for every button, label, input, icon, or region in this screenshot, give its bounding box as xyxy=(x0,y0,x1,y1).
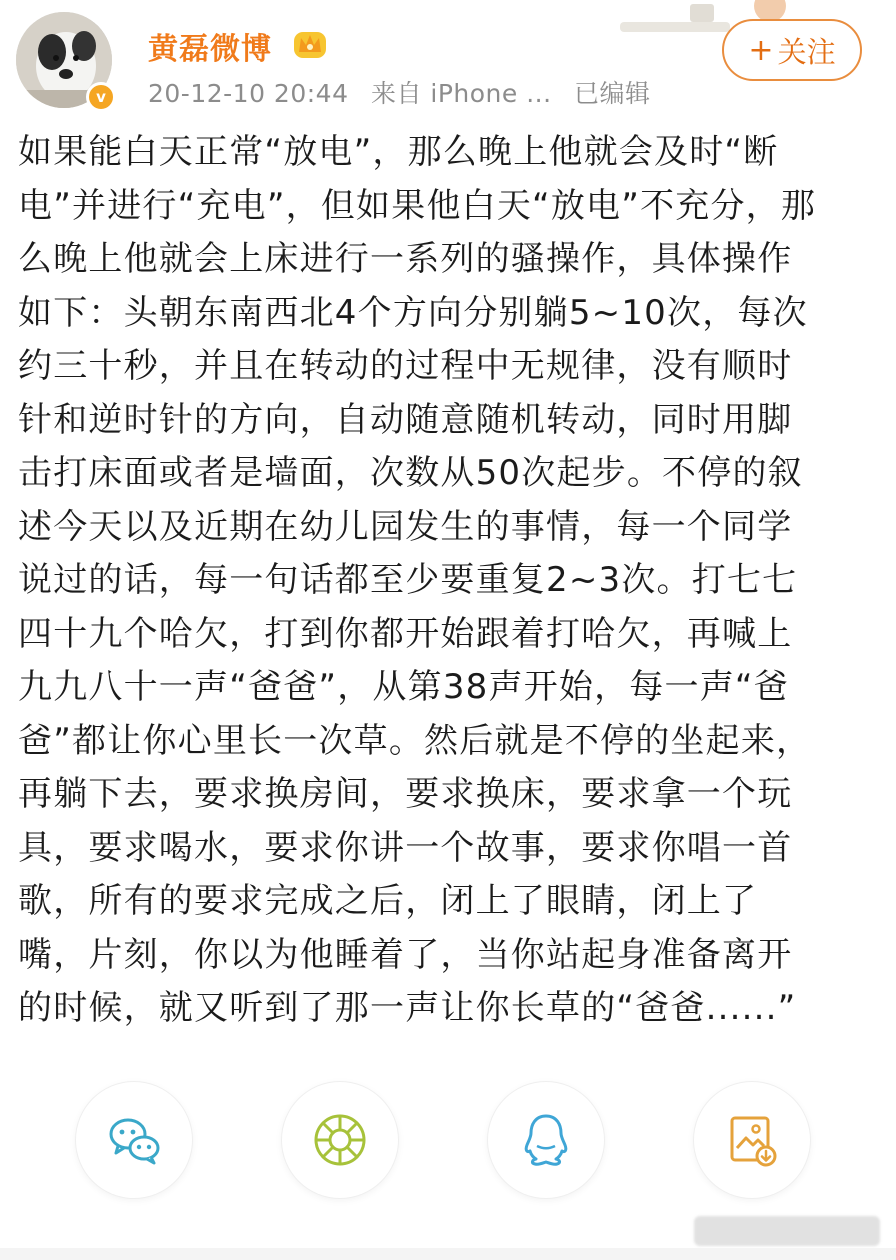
moments-icon xyxy=(310,1110,370,1170)
timestamp: 20-12-10 20:44 xyxy=(148,79,349,108)
save-image-button[interactable] xyxy=(694,1082,810,1198)
post-text-line: 针和逆时针的方向，自动随意随机转动，同时用脚 xyxy=(18,399,793,440)
post-text-line: 再躺下去，要求换房间，要求换床，要求拿一个玩 xyxy=(18,774,793,814)
qq-icon xyxy=(516,1110,576,1170)
share-qq-button[interactable] xyxy=(488,1082,604,1198)
follow-button[interactable] xyxy=(722,19,862,81)
post-text-line: 的时候，就又听到了那一声让你长草的“爸爸......” xyxy=(18,988,797,1028)
crown-icon xyxy=(292,26,328,60)
post-text-line: 电”并进行“充电”，但如果他白天“放电”不充分，那 xyxy=(18,185,817,226)
share-wechat-button[interactable] xyxy=(76,1082,192,1198)
post-meta xyxy=(148,74,665,110)
post-text-line: 歌，所有的要求完成之后，闭上了眼睛，闭上了 xyxy=(18,881,758,921)
post-text-line: 嘴，片刻，你以为他睡着了，当你站起身准备离开 xyxy=(18,934,793,975)
user-name[interactable]: 黄磊微博 xyxy=(148,32,272,67)
post-text-line: 爸”都让你心里长一次草。然后就是不停的坐起来， xyxy=(18,720,812,761)
watermark xyxy=(694,1216,880,1246)
post-header xyxy=(0,0,896,120)
share-bar xyxy=(0,1082,896,1202)
bottom-edge xyxy=(0,1248,896,1260)
post-source[interactable]: 来自 iPhone ... xyxy=(370,79,552,108)
post-text-line: 如果能白天正常“放电”，那么晚上他就会及时“断 xyxy=(18,132,779,172)
wechat-icon xyxy=(104,1110,164,1170)
post-text-line: 述今天以及近期在幼儿园发生的事情，每一个同学 xyxy=(18,506,793,547)
follow-label: 关注 xyxy=(777,34,836,69)
plus-icon: + xyxy=(748,32,774,68)
post-text-line: 说过的话，每一句话都至少要重复2~3次。打七七 xyxy=(18,560,798,600)
save-image-icon xyxy=(722,1110,782,1170)
verified-badge-icon: v xyxy=(86,82,116,112)
post-text-line: 四十九个哈欠，打到你都开始跟着打哈欠，再喊上 xyxy=(18,613,793,654)
share-moments-button[interactable] xyxy=(282,1082,398,1198)
post-text-line: 击打床面或者是墙面，次数从50次起步。不停的叙 xyxy=(18,453,803,493)
edited-label[interactable]: 已编辑 xyxy=(574,79,651,108)
post-text-line: 么晚上他就会上床进行一系列的骚操作，具体操作 xyxy=(18,239,793,279)
post-text-line: 约三十秒，并且在转动的过程中无规律，没有顺时 xyxy=(18,346,793,386)
post-text-line: 九九八十一声“爸爸”，从第38声开始，每一声“爸 xyxy=(18,667,789,707)
post-text-line: 具，要求喝水，要求你讲一个故事，要求你唱一首 xyxy=(18,827,793,868)
post-text xyxy=(18,126,880,1036)
post-text-line: 如下：头朝东南西北4个方向分别躺5~10次，每次 xyxy=(18,292,808,333)
